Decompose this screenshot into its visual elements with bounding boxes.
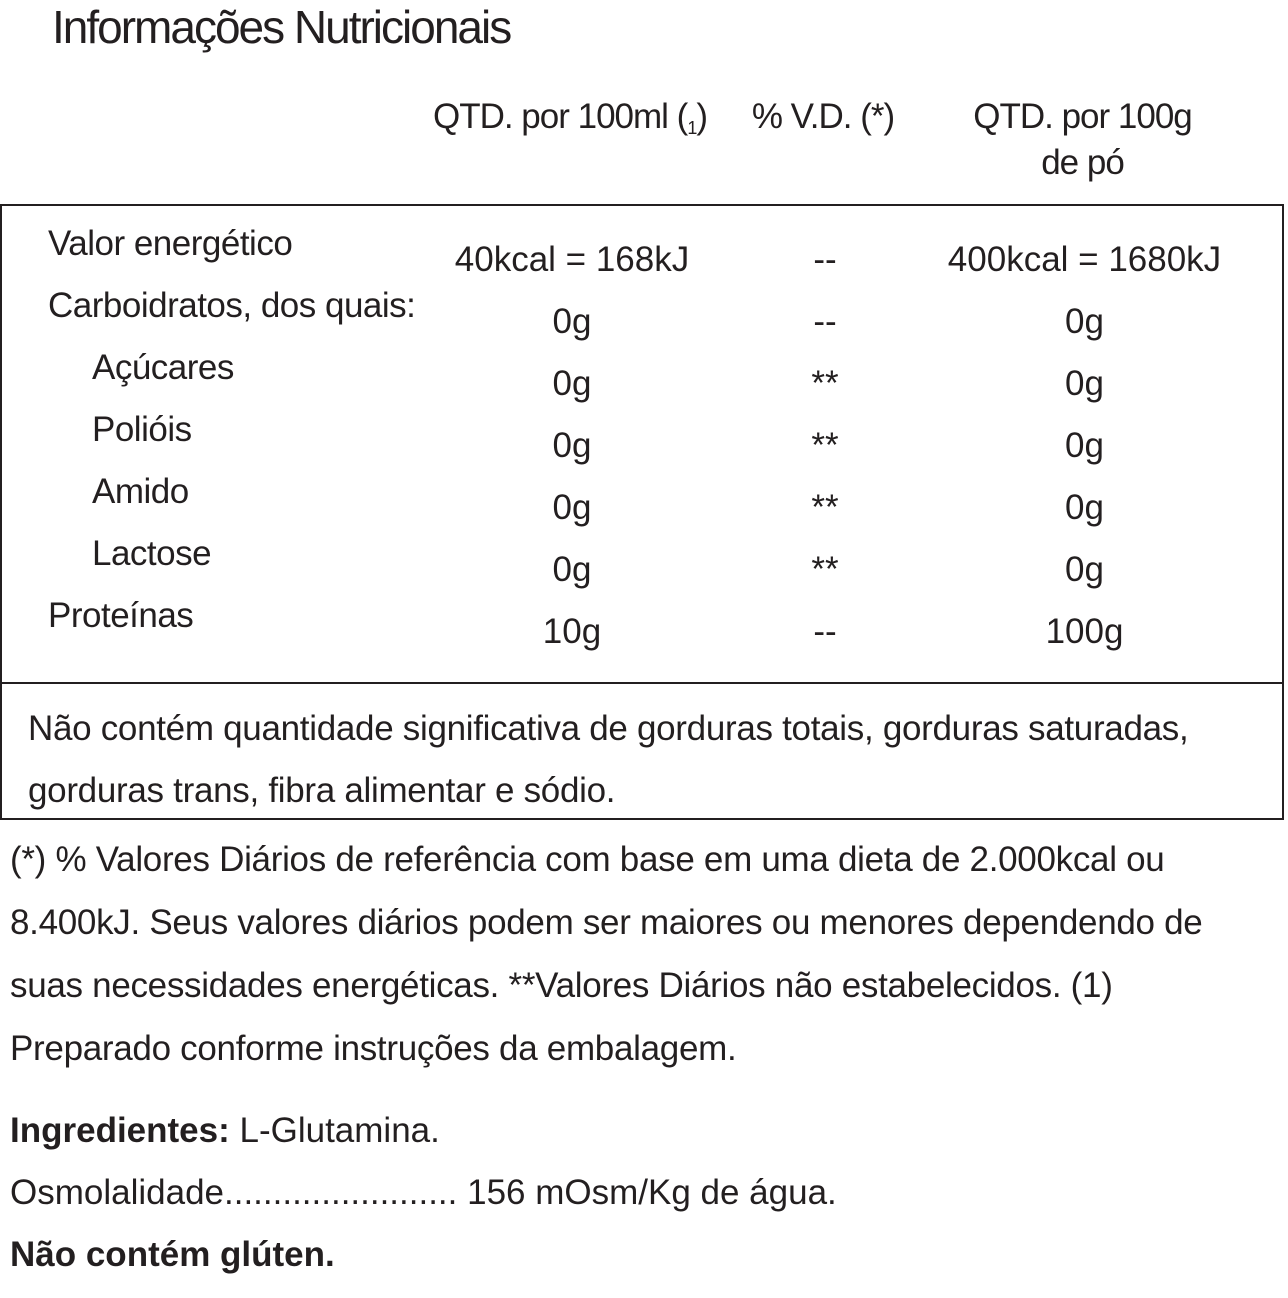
page-title: Informações Nutricionais <box>52 1 511 53</box>
row-label: Amido <box>92 472 189 511</box>
table-row <box>2 330 1282 403</box>
table-row <box>2 578 1282 651</box>
table-divider <box>2 682 1282 684</box>
gluten-statement: Não contém glúten. <box>10 1235 335 1274</box>
value-per-100ml: 0g <box>552 488 592 527</box>
value-per-100ml: 0g <box>552 302 592 341</box>
row-label: Açúcares <box>92 348 234 387</box>
value-per-100g: 0g <box>1065 364 1104 403</box>
table-row <box>2 268 1282 341</box>
ingredients-value: L-Glutamina. <box>229 1111 440 1150</box>
table-row <box>2 516 1282 589</box>
value-daily: ** <box>811 488 839 527</box>
value-per-100ml: 0g <box>552 426 592 465</box>
value-per-100g: 0g <box>1065 550 1104 589</box>
row-label: Polióis <box>92 410 192 449</box>
value-per-100g: 0g <box>1065 426 1104 465</box>
value-per-100g: 0g <box>1065 488 1104 527</box>
nutrition-table <box>0 204 1284 820</box>
row-label: Proteínas <box>48 596 194 635</box>
value-daily: -- <box>813 302 837 341</box>
row-label: Valor energético <box>48 224 293 263</box>
value-per-100g: 400kcal = 1680kJ <box>947 240 1222 279</box>
table-row <box>2 454 1282 527</box>
table-note: Não contém quantidade significativa de gorduras totais, gorduras saturadas, gorduras trans, fibra alimentar e sódio. <box>28 709 1189 810</box>
value-daily: ** <box>811 426 839 465</box>
column-header-per-100ml: QTD. por 100ml $(_1)$ <box>432 97 708 138</box>
row-label: Lactose <box>92 534 212 573</box>
footnote: (*) % Valores Diários de referência com base em uma dieta de 2.000kcal ou 8.400kJ. Seus valores diários podem ser maiores ou menores dependendo de suas necessidades energéticas. **Valores Diários não estabelecidos. (1) Preparado conforme instruções da embalagem. <box>10 840 1203 1068</box>
value-per-100g: 100g <box>1045 612 1124 651</box>
column-header-daily-value: % V.D. (*) <box>751 97 895 136</box>
osmolality-line: Osmolalidade........................ 156 mOsm/Kg de água. <box>10 1173 837 1212</box>
ingredients-label: Ingredientes: <box>10 1111 230 1150</box>
row-label: Carboidratos, dos quais: <box>48 286 416 325</box>
table-row <box>2 206 1282 279</box>
value-per-100ml: 10g <box>542 612 602 651</box>
ingredients-line <box>10 1100 440 1162</box>
value-daily: -- <box>813 612 837 651</box>
value-daily: ** <box>811 364 839 403</box>
column-header-per-100g: QTD. por 100g de pó <box>973 97 1192 182</box>
table-row <box>2 392 1282 465</box>
value-daily: ** <box>811 550 839 589</box>
value-per-100g: 0g <box>1065 302 1104 341</box>
value-per-100ml: 0g <box>552 364 592 403</box>
value-per-100ml: 40kcal = 168kJ <box>454 240 690 279</box>
value-daily: -- <box>813 240 837 279</box>
value-per-100ml: 0g <box>552 550 592 589</box>
